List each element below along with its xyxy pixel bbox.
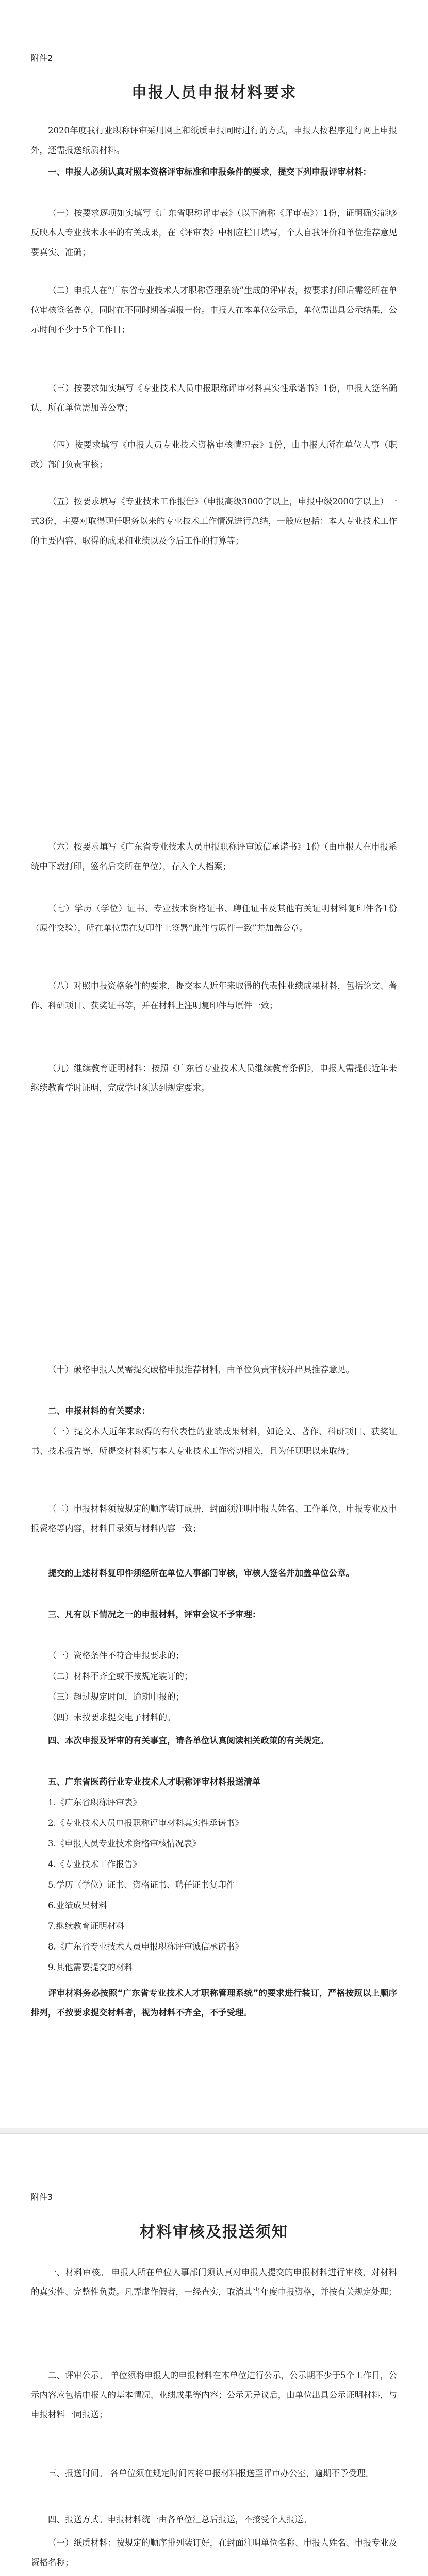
rule-4-paper: （一）纸质材料：按规定的顺序排列装订好，在封面注明单位名称、申报人姓名、申报专业及资格名称；: [31, 2538, 397, 2567]
checklist-item-5: 5.学历（学位）证书、资格证书、聘任证书复印件: [48, 1880, 235, 1890]
rule-1-review: 一、材料审核。 申报人所在单位人事部门须认真对申报人提交的申报材料进行审核，对材料的真实性、完整性负责。凡弄虚作假者，一经查实，取消其当年度申报资格，并按有关规定处理；: [31, 2267, 397, 2297]
section-2-item-1: （一）提交本人近年来取得的有代表性的业绩成果材料，如论文、著作、科研项目、获奖证书、技术报告等，所提交材料须与本人专业技术工作密切相关，且为任现职以来取得；: [31, 1427, 397, 1456]
item-6: （六）按要求填写《广东省专业技术人员申报职称评审诚信承诺书》1份（由申报人在申报系统中下载打印，签名后交所在单位），存入个人档案；: [31, 842, 397, 871]
item-9: （九）继续教育证明材料：按照《广东省专业技术人员继续教育条例》，申报人需提供近年来继续教育学时证明，完成学时须达到规定要求。: [31, 1063, 397, 1093]
rule-3-time: 三、报送时间。 各单位须在规定时间内将申报材料报送至评审办公室，逾期不予受理。: [48, 2468, 374, 2478]
section-1-heading: 一、申报人必须认真对照本资格评审标准和申报条件的要求，提交下列申报评审材料：: [48, 167, 371, 177]
checklist-item-1: 1.《广东省职称评审表》: [48, 1798, 141, 1807]
section-5-heading: 五、广东省医药行业专业技术人才职称评审材料报送清单: [48, 1777, 261, 1787]
section-2-item-2: （二）申报材料须按规定的顺序装订成册，封面须注明申报人姓名、工作单位、申报专业及申报资格等内容，材料目录须与材料内容一致；: [31, 1504, 397, 1533]
checklist-item-2: 2.《专业技术人员申报职称评审材料真实性承诺书》: [48, 1818, 243, 1828]
section-2-heading: 二、申报材料的有关要求：: [48, 1406, 150, 1416]
section-3-item-3: （三）超过规定时间，逾期申报的；: [48, 1692, 184, 1702]
checklist-item-9: 9.其他需要提交的材料: [48, 1962, 133, 1972]
checklist-item-4: 4.《专业技术工作报告》: [48, 1859, 141, 1869]
attachment-2-title: 申报人员申报材料要求: [131, 84, 297, 102]
attachment-2-label: 附件2: [31, 53, 53, 63]
section-3-heading: 三、凡有以下情况之一的申报材料，评审会议不予审理：: [48, 1609, 261, 1619]
item-2: （二）申报人在“广东省专业技术人才职称管理系统”生成的评审表，按要求打印后需经所在单位审核签名盖章，同时在不同时期各填报一份。申报人在本单位公示后，单位需出具公示结果，公示时间不少于5个工作日；: [31, 285, 397, 334]
attachment-3-page: [0, 2134, 428, 2576]
intro-paragraph: 2020年度我行业职称评审采用网上和纸质申报同时进行的方式，申报人按程序进行网上申报外，还需报送纸质材料。: [31, 126, 397, 155]
item-8: （八）对照申报资格条件的要求，提交本人近年来取得的代表性业绩成果材料，包括论文、著作、科研项目、获奖证书等，并在材料上注明复印件与原件一致；: [31, 981, 397, 1010]
attachment-3-label: 附件3: [31, 2192, 53, 2202]
checklist-item-8: 8.《广东省专业技术人员申报职称评审诚信承诺书》: [48, 1942, 243, 1952]
item-1: （一）按要求逐项如实填写《广东省职称评审表》（以下简称《评审表》）1份，证明确实能够反映本人专业技术水平的有关成果，在《评审表》中相应栏目填写，个人自我评价和单位推荐意见要真实、准确；: [31, 208, 397, 257]
item-7: （七）学历（学位）证书、专业技术资格证书、聘任证书及其他有关证明材料复印件各1份（原件交验），所在单位需在复印件上签署“此件与原件一致”并加盖公章。: [31, 904, 397, 933]
item-3: （三）按要求如实填写《专业技术人员申报职称评审材料真实性承诺书》1份，申报人签名确认，所在单位需加盖公章；: [31, 383, 397, 413]
section-3-item-4: （四）未按要求提交电子材料的。: [48, 1713, 176, 1722]
attachment-3-title: 材料审核及报送须知: [140, 2223, 288, 2241]
item-10: （十）破格申报人员需提交破格申报推荐材料，由单位负责审核并出具推荐意见。: [48, 1365, 354, 1375]
section-4-heading: 四、本次申报及评审的有关事宜，请各单位认真阅读相关政策的有关规定。: [48, 1736, 329, 1745]
page-separator: [0, 2128, 428, 2134]
checklist-item-3: 3.《申报人员专业技术资格审核情况表》: [48, 1839, 201, 1849]
rule-4-method: 四、报送方式。申报材料统一由各单位汇总后报送，不接受个人报送。: [48, 2515, 312, 2524]
rule-2-publicity: 二、评审公示。 单位须将申报人的申报材料在本单位进行公示，公示期不少于5个工作日，公示内容应包括申报人的基本情况、业绩成果等内容；公示无异议后，由单位出具公示证明材料，与申报材料一同报送；: [31, 2370, 397, 2419]
checklist-item-7: 7.继续教育证明材料: [48, 1921, 124, 1931]
item-4: （四）按要求填写《申报人员专业技术资格审核情况表》1份，由申报人所在单位人事（职改）部门负责审核；: [31, 440, 397, 469]
binding-note: 评审材料务必按照“广东省专业技术人才职称管理系统”的要求进行装订，严格按照以上顺序排列，不按要求提交材料者，视为材料不齐全，不予受理。: [31, 1988, 397, 2018]
item-5: （五）按要求填写《专业技术工作报告》（申报高级3000字以上，申报中级2000字以上）一式3份，主要对取得现任职务以来的专业技术工作情况进行总结，一般应包括：本人专业技术工作的主要内容、取得的成果和业绩以及今后工作的打算等；: [31, 497, 397, 546]
section-2-note: 提交的上述材料复印件须经所在单位人事部门审核，审核人签名并加盖单位公章。: [48, 1568, 354, 1578]
section-3-item-2: （二）材料不齐全或不按规定装订的；: [48, 1671, 193, 1681]
checklist-item-6: 6.业绩成果材料: [48, 1901, 107, 1910]
section-3-item-1: （一）资格条件不符合申报要求的；: [48, 1651, 184, 1660]
